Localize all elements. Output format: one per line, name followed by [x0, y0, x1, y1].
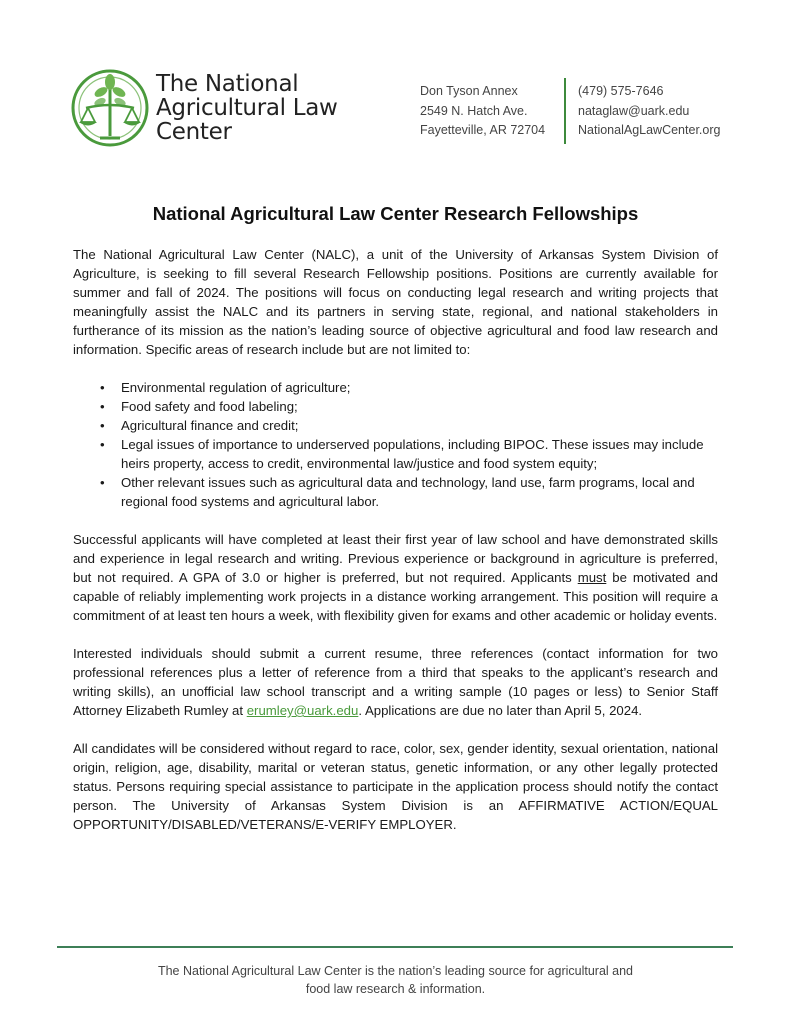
footer-rule — [57, 946, 733, 948]
header-divider — [564, 78, 566, 144]
website-link[interactable]: NationalAgLawCenter.org — [578, 123, 721, 137]
list-item: • Legal issues of importance to underserved populations, including BIPOC. These issues may include heirs property, access to credit, environmental law/justice and food system equity; — [121, 435, 718, 473]
list-item: • Environmental regulation of agriculture; — [121, 378, 718, 397]
footer — [0, 962, 791, 998]
mailing-address — [420, 82, 545, 141]
requirements-paragraph — [73, 530, 718, 625]
address-line: 2549 N. Hatch Ave. — [420, 103, 528, 118]
document-body — [73, 245, 718, 853]
org-name-line: Agricultural Law — [156, 95, 338, 121]
scales-of-justice-plant-logo-icon — [70, 68, 150, 148]
intro-paragraph: The National Agricultural Law Center (NALC), a unit of the University of Arkansas System Division of Agriculture, is seeking to fill several Research Fellowship positions. Positions are currently available for summer and fall of 2024. The positions will focus on conducting legal research and writing projects that meaningfully assist the NALC and its partners in serving state, regional, and national stakeholders in furtherance of its mission as the nation’s leading source of objective agricultural and food law research and information. Specific areas of research include but are not limited to: — [73, 247, 718, 357]
org-name-line: The National — [156, 71, 299, 97]
email-address[interactable]: nataglaw@uark.edu — [578, 103, 690, 118]
footer-line: The National Agricultural Law Center is the nation’s leading source for agricultural and — [157, 964, 634, 978]
address-line: Fayetteville, AR 72704 — [420, 123, 546, 137]
application-deadline-text: . Applications are due no later than April 5, 2024. — [358, 703, 643, 718]
eeo-paragraph: All candidates will be considered without regard to race, color, sex, gender identity, sexual orientation, national origin, religion, age, disability, marital or veteran status, genetic information, or any other legally protected status. Persons requiring special assistance to participate in the application process should notify the contact person. The University of Arkansas System Division is an AFFIRMATIVE ACTION/EQUAL OPPORTUNITY/DISABLED/VETERANS/E-VERIFY EMPLOYER. — [73, 741, 718, 832]
list-item: • Agricultural finance and credit; — [121, 416, 718, 435]
contact-info — [578, 82, 720, 141]
document-title: National Agricultural Law Center Research Fellowships — [152, 203, 639, 224]
requirements-text: Successful applicants will have completed at least their first year of law school and have demonstrated skills and experience in legal research and writing. Previous experience or background in agriculture is preferred, but not required. A GPA of 3.0 or higher is preferred, but not required. Applicants — [73, 532, 718, 585]
list-item: • Food safety and food labeling; — [121, 397, 718, 416]
letterhead — [64, 62, 744, 157]
contact-email-link[interactable]: erumley@uark.edu — [246, 703, 359, 718]
application-paragraph — [73, 644, 718, 720]
emphasis-must: must — [577, 570, 607, 585]
list-item: • Other relevant issues such as agricultural data and technology, land use, farm programs, local and regional food systems and agricultural labor. — [121, 473, 718, 511]
org-name — [156, 72, 338, 144]
address-line: Don Tyson Annex — [420, 84, 518, 98]
footer-line: food law research & information. — [305, 982, 486, 996]
org-name-line: Center — [156, 119, 232, 145]
application-text: Interested individuals should submit a current resume, three references (contact information for two professional references plus a letter of reference from a third that speaks to the applicant’s research and writing skills), an unofficial law school transcript and a writing sample (10 pages or less) to Senior Staff Attorney Elizabeth Rumley at — [73, 646, 718, 718]
research-areas-list — [73, 378, 718, 511]
phone-number: (479) 575-7646 — [578, 84, 664, 98]
requirements-text-end: be motivated and capable of reliably implementing work projects in a distance working arrangement. This position will require a commitment of at least ten hours a week, with flexibility given for exams and other academic or holiday events. — [73, 570, 718, 623]
